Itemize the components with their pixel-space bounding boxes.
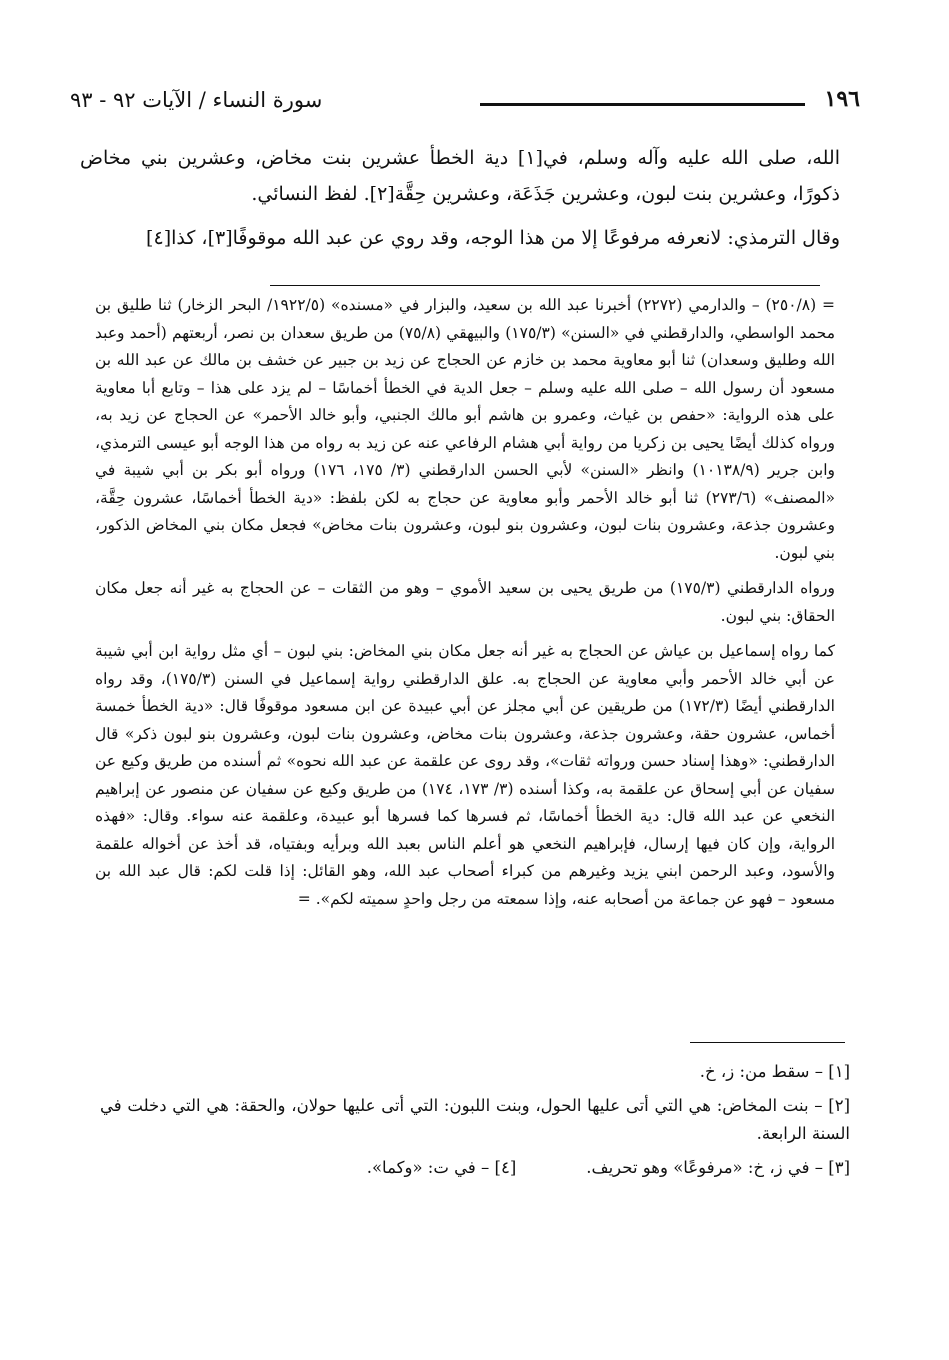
footnotes: [100, 1058, 850, 1182]
commentary-block: [95, 292, 835, 913]
footnote-3: [٣] – في ز، خ: «مرفوعًا» وهو تحريف.: [586, 1158, 850, 1177]
footnote-1: [١] – سقط من: ز، خ.: [699, 1062, 850, 1081]
footnote-separator: [690, 1042, 845, 1043]
commentary-paragraph-1: = (٢٥٠/٨) – والدارمي (٢٢٧٢) أخبرنا عبد الله بن سعيد، والبزار في «مسنده» (١٩٢٢/٥/ البحر الزخار) ثنا طليق بن محمد الواسطي، والدارقطني في «السنن» (١٧٥/٣) والبيهقي (٧٥/٨) من طريق سعدان بن نصر، أربعتهم (أحمد وعبد الله وطليق وسعدان) ثنا أبو معاوية محمد بن خازم عن الحجاج عن زيد بن جبير عن خشف بن مالك عن عبد الله بن مسعود أن رسول الله – صلى الله عليه وسلم – جعل الدية في الخطأ أخماسًا – لم يزد على هذا – وتابع أبا معاوية على هذه الرواية: «حفص بن غياث، وعمرو بن هاشم أبو مالك الجنبي، وأبو خالد الأحمر» عن الحجاج عن زيد به، ورواه كذلك أيضًا يحيى بن زكريا من رواية أبي هشام الرفاعي عنه عن زيد به رواه من هذا الوجه أبو عيسى الترمذي، وابن جرير (١٠١٣٨/٩) وانظر «السنن» لأبي الحسن الدارقطني (٣/ ١٧٥، ١٧٦) ورواه أبو بكر بن أبي شيبة في «المصنف» (٢٧٣/٦) ثنا أبو خالد الأحمر وأبو معاوية عن حجاج به لكن بلفظ: «دية الخطأ أخماسًا، عشرون حِقَّة، وعشرون جذعة، وعشرون بنات لبون، وعشرون بنو لبون، وعشرون بنات مخاض» فجعل مكان بني المخاض الذكور، بني لبون.: [95, 296, 835, 562]
footnote-row: [100, 1154, 850, 1182]
page-number: ١٩٦: [824, 86, 860, 112]
main-paragraph-1: الله، صلى الله عليه وآله وسلم، في[١] دية الخطأ عشرين بنت مخاض، وعشرين بني مخاض ذكورًا، وعشرين بنت لبون، وعشرين جَذَعَة، وعشرين حِقَّة[٢]. لفظ النسائي.: [80, 147, 840, 205]
main-paragraph-2: وقال الترمذي: لانعرفه مرفوعًا إلا من هذا الوجه، وقد روي عن عبد الله موقوفًا[٣]، كذا[٤]: [146, 227, 840, 249]
commentary-paragraph-2: ورواه الدارقطني (١٧٥/٣) من طريق يحيى بن سعيد الأموي – وهو من الثقات – عن الحجاج به غير أنه جعل مكان الحقاق: بني لبون.: [95, 579, 835, 625]
footnote-2: [٢] – بنت المخاض: هي التي أتى عليها الحول، وبنت اللبون: التي أتى عليها حولان، والحقة: هي التي دخلت في السنة الرابعة.: [100, 1096, 850, 1143]
running-title: سورة النساء / الآيات ٩٢ - ٩٣: [70, 88, 323, 112]
page-header: [70, 86, 860, 122]
footnote-4: [٤] – في ت: «وكما».: [366, 1158, 517, 1177]
commentary-paragraph-3: كما رواه إسماعيل بن عياش عن الحجاج به غير أنه جعل مكان بني المخاض: بني لبون – أي مثل رواية ابن أبي شيبة عن أبي خالد الأحمر وأبي معاوية عن الحجاج به. علق الدارقطني رواية إسماعيل في السنن (١٧٥/٣)، وقد رواه الدارقطني أيضًا (١٧٢/٣) من طريقين عن أبي مجلز عن أبي عبيدة عن ابن مسعود موقوفًا قال: «دية الخطأ خمسة أخماس، عشرون حقة، وعشرون جذعة، وعشرون بنات مخاض، وعشرون بنات لبون، وعشرون بنو لبون ذكر» قال الدارقطني: «وهذا إسناد حسن ورواته ثقات»، وقد روى عن علقمة عن عبد الله نحوه» ثم أسنده من طريق وكيع عن سفيان عن أبي إسحاق عن علقمة به، وكذا أسنده (٣/ ١٧٣، ١٧٤) من طريق وكيع عن سفيان عن منصور عن إبراهيم النخعي عن عبد الله قال: دية الخطأ أخماسًا، ثم فسرها كما فسرها أبو عبيدة، وعلقمة عنه سواء. وقال: «فهذه الرواية، وإن كان فيها إرسال، فإبراهيم النخعي هو أعلم الناس بعبد الله وبرأيه وبفتياه، قد أخذ عن أخواله علقمة والأسود، وعبد الرحمن ابني يزيد وغيرهم من كبراء أصحاب عبد الله، وهو القائل: إذا قلت لكم: قال عبد الله بن مسعود – فهو عن جماعة من أصحابه عنه، وإذا سمعته من رجل واحدٍ سميته لكم». =: [95, 642, 835, 908]
commentary-separator: [270, 285, 820, 286]
main-text: [80, 140, 840, 256]
header-rule: [480, 103, 805, 106]
